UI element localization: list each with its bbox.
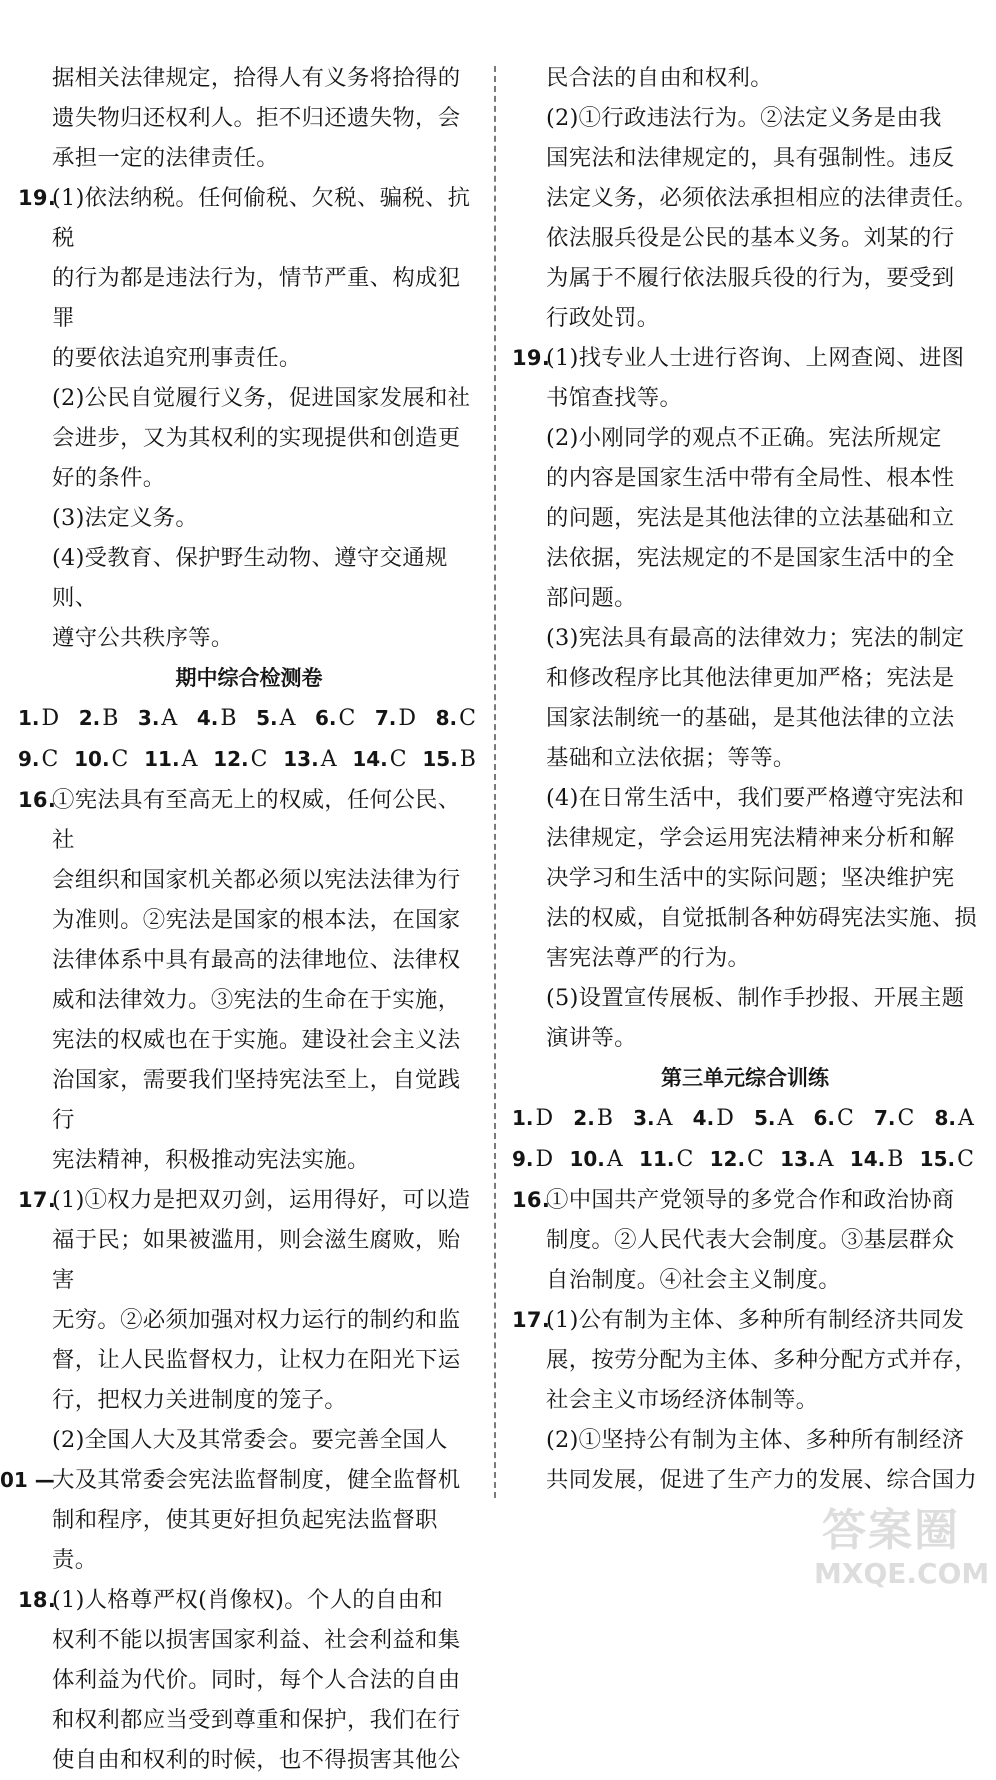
question-16-left xyxy=(18,780,480,1180)
choice-letter: A xyxy=(958,1106,974,1131)
text-line: 承担一定的法律责任。 xyxy=(52,145,279,171)
text-line: 制度。②人民代表大会制度。③基层群众 xyxy=(546,1227,955,1253)
text-line: 行，把权力关进制度的笼子。 xyxy=(52,1387,347,1413)
text-line: 使自由和权利的时候，也不得损害其他公 xyxy=(52,1747,461,1773)
continued-answer-text xyxy=(18,58,480,178)
question-number: 17. xyxy=(18,1188,57,1212)
choice-number: 2. xyxy=(78,706,101,730)
question-18-part-2 xyxy=(512,98,978,338)
choice-number: 1. xyxy=(512,1106,534,1130)
text-line: 害宪法尊严的行为。 xyxy=(546,945,751,971)
text-line: 决学习和生活中的实际问题；坚决维护宪 xyxy=(546,865,955,891)
multiple-choice-row-1 xyxy=(512,1098,978,1139)
question-number: 19. xyxy=(18,186,57,210)
question-number: 19. xyxy=(512,346,551,370)
choice-number: 1. xyxy=(18,706,40,730)
choice-letter: C xyxy=(957,1147,974,1172)
text-line: (1)①权力是把双刃剑，运用得好，可以造 xyxy=(52,1187,471,1213)
choice-letter: D xyxy=(535,1106,554,1131)
text-line: 的行为都是违法行为，情节严重、构成犯罪 xyxy=(52,265,461,331)
choice-number: 3. xyxy=(137,706,160,730)
text-line: 部问题。 xyxy=(546,585,637,611)
text-line: 遵守公共秩序等。 xyxy=(52,625,234,651)
question-number: 17. xyxy=(512,1308,551,1332)
text-line: 法律规定，学会运用宪法精神来分析和解 xyxy=(546,825,955,851)
text-line: 行政处罚。 xyxy=(546,305,660,331)
choice-letter: A xyxy=(777,1106,794,1131)
text-line: 治国家，需要我们坚持宪法至上，自觉践行 xyxy=(52,1067,461,1133)
question-19-left xyxy=(18,178,480,658)
choice-number: 6. xyxy=(315,706,337,730)
text-line: (1)人格尊严权(肖像权)。个人的自由和 xyxy=(52,1587,444,1613)
choice-number: 14. xyxy=(849,1147,886,1171)
text-line: 为属于不履行依法服兵役的行为，要受到 xyxy=(546,265,955,291)
part-2 xyxy=(52,378,480,498)
text-line: 大及其常委会宪法监督制度，健全监督机 xyxy=(52,1467,461,1493)
choice-answer xyxy=(315,698,355,739)
choice-answer xyxy=(693,1098,734,1139)
text-line: 和权利都应当受到尊重和保护，我们在行 xyxy=(52,1707,461,1733)
choice-letter: C xyxy=(837,1106,854,1131)
text-line: 会进步，又为其权利的实现提供和创造更 xyxy=(52,425,461,451)
column-divider xyxy=(494,66,496,1498)
answer-text xyxy=(52,780,480,1180)
part-1 xyxy=(52,1180,480,1420)
text-line: 好的条件。 xyxy=(52,465,166,491)
choice-number: 9. xyxy=(512,1147,534,1171)
choice-letter: D xyxy=(535,1147,554,1172)
choice-number: 10. xyxy=(74,747,110,771)
choice-number: 14. xyxy=(352,747,388,771)
question-19-right xyxy=(512,338,978,1058)
choice-answer xyxy=(436,698,476,739)
choice-number: 15. xyxy=(919,1147,956,1171)
text-line: 会组织和国家机关都必须以宪法法律为行 xyxy=(52,867,461,893)
choice-number: 12. xyxy=(213,747,249,771)
choice-number: 12. xyxy=(709,1147,746,1171)
choice-letter: A xyxy=(656,1106,673,1131)
question-17-right xyxy=(512,1300,978,1500)
part-3 xyxy=(52,498,480,538)
choice-answer xyxy=(352,739,406,780)
choice-letter: A xyxy=(606,1147,623,1172)
choice-number: 6. xyxy=(813,1106,836,1130)
choice-number: 8. xyxy=(934,1106,957,1130)
text-line: (2)小刚同学的观点不正确。宪法所规定 xyxy=(546,425,942,451)
watermark-text: 答案圈 xyxy=(822,1505,960,1556)
choice-number: 4. xyxy=(196,706,219,730)
watermark-logo xyxy=(812,1496,990,1592)
text-line: 的内容是国家生活中带有全局性、根本性 xyxy=(546,465,955,491)
text-line: 宪法精神，积极推动宪法实施。 xyxy=(52,1147,370,1173)
text-line: 演讲等。 xyxy=(546,1025,637,1051)
text-line: ①宪法具有至高无上的权威，任何公民、社 xyxy=(52,787,461,853)
choice-answer xyxy=(569,1139,622,1180)
choice-answer xyxy=(814,1098,854,1139)
choice-letter: D xyxy=(716,1106,734,1131)
text-line: 法律体系中具有最高的法律地位、法律权 xyxy=(52,947,461,973)
text-line: 共同发展，促进了生产力的发展、综合国力 xyxy=(546,1467,978,1493)
left-column xyxy=(18,58,480,1780)
text-line: (4)受教育、保护野生动物、遵守交通规则、 xyxy=(52,545,448,611)
choice-number: 5. xyxy=(256,706,278,730)
text-line: (1)找专业人士进行咨询、上网查阅、进图 xyxy=(546,345,965,371)
part-2 xyxy=(52,1420,480,1580)
section-title-unit-3: 第三单元综合训练 xyxy=(661,1066,829,1090)
text-line: 法依据，宪法规定的不是国家生活中的全 xyxy=(546,545,955,571)
text-line: 制和程序，使其更好担负起宪法监督职责。 xyxy=(52,1507,438,1573)
text-line: 民合法的自由和权利。 xyxy=(546,65,773,91)
choice-letter: A xyxy=(320,747,337,772)
text-line: 和修改程序比其他法律更加严格；宪法是 xyxy=(546,665,955,691)
choice-answer xyxy=(18,698,59,739)
part-3 xyxy=(546,618,978,778)
part-4 xyxy=(546,778,978,978)
question-16-right xyxy=(512,1180,978,1300)
text-line: (3)法定义务。 xyxy=(52,505,199,531)
choice-letter: C xyxy=(250,747,268,772)
choice-answer xyxy=(283,739,336,780)
choice-answer xyxy=(754,1098,793,1139)
question-number: 16. xyxy=(18,788,57,812)
choice-answer xyxy=(197,698,237,739)
choice-letter: C xyxy=(747,1147,764,1172)
choice-number: 3. xyxy=(633,1106,655,1130)
part-1 xyxy=(52,178,480,378)
text-line: (2)①坚持公有制为主体、多种所有制经济 xyxy=(546,1427,965,1453)
choice-answer xyxy=(639,1139,693,1180)
part-5 xyxy=(546,978,978,1058)
text-line: 法的权威，自觉抵制各种妨碍宪法实施、损 xyxy=(546,905,978,931)
text-line: 据相关法律规定，拾得人有义务将拾得的 xyxy=(52,65,461,91)
text-line: 福于民；如果被滥用，则会滋生腐败，贻害 xyxy=(52,1227,461,1293)
choice-answer xyxy=(935,1098,974,1139)
text-line: 自治制度。④社会主义制度。 xyxy=(546,1267,841,1293)
question-18-left xyxy=(18,1580,480,1780)
choice-answer xyxy=(512,1139,553,1180)
text-line: (2)①行政违法行为。②法定义务是由我 xyxy=(546,105,942,131)
choice-answer xyxy=(920,1139,974,1180)
text-line: 督，让人民监督权力，让权力在阳光下运 xyxy=(52,1347,461,1373)
multiple-choice-row-2 xyxy=(512,1139,978,1180)
choice-letter: A xyxy=(161,706,178,731)
choice-letter: B xyxy=(220,706,237,731)
watermark-url: MXQE.COM xyxy=(814,1557,990,1590)
text-line: (3)宪法具有最高的法律效力；宪法的制定 xyxy=(546,625,965,651)
text-line: 依法服兵役是公民的基本义务。刘某的行 xyxy=(546,225,955,251)
right-column xyxy=(512,58,978,1500)
text-line: (4)在日常生活中，我们要严格遵守宪法和 xyxy=(546,785,965,811)
text-line: 权利不能以损害国家利益、社会利益和集 xyxy=(52,1627,461,1653)
answer-text xyxy=(52,1580,480,1780)
choice-number: 13. xyxy=(283,747,319,771)
text-line: 的问题，宪法是其他法律的立法基础和立 xyxy=(546,505,955,531)
choice-answer xyxy=(213,739,267,780)
choice-letter: C xyxy=(389,747,407,772)
choice-answer xyxy=(780,1139,833,1180)
text-line: 基础和立法依据；等等。 xyxy=(546,745,796,771)
section-title-midterm: 期中综合检测卷 xyxy=(175,666,323,690)
text-line: 的要依法追究刑事责任。 xyxy=(52,345,302,371)
choice-number: 7. xyxy=(874,1106,896,1130)
choice-letter: B xyxy=(459,747,476,772)
text-line: 无穷。②必须加强对权力运行的制约和监 xyxy=(52,1307,461,1333)
text-line: (2)全国人大及其常委会。要完善全国人 xyxy=(52,1427,448,1453)
multiple-choice-row-2 xyxy=(18,739,480,780)
choice-answer xyxy=(633,1098,672,1139)
choice-letter: B xyxy=(596,1106,613,1131)
text-line: ①中国共产党领导的多党合作和政治协商 xyxy=(546,1187,955,1213)
choice-answer xyxy=(79,698,119,739)
choice-letter: C xyxy=(111,747,129,772)
text-line: 体利益为代价。同时，每个人合法的自由 xyxy=(52,1667,461,1693)
part-1 xyxy=(546,1300,978,1420)
choice-answer xyxy=(710,1139,764,1180)
choice-letter: C xyxy=(41,747,59,772)
choice-number: 11. xyxy=(144,747,180,771)
choice-number: 10. xyxy=(569,1147,605,1171)
text-line: (1)依法纳税。任何偷税、欠税、骗税、抗税 xyxy=(52,185,471,251)
choice-letter: A xyxy=(817,1147,834,1172)
choice-number: 2. xyxy=(573,1106,595,1130)
question-number: 16. xyxy=(512,1188,551,1212)
text-line: 宪法的权威也在于实施。建设社会主义法 xyxy=(52,1027,461,1053)
text-line: (1)公有制为主体、多种所有制经济共同发 xyxy=(546,1307,965,1333)
choice-answer xyxy=(256,698,295,739)
text-line: (2)公民自觉履行义务，促进国家发展和社 xyxy=(52,385,471,411)
part-2 xyxy=(546,1420,978,1500)
choice-letter: B xyxy=(887,1147,904,1172)
choice-answer xyxy=(18,739,58,780)
choice-letter: C xyxy=(676,1147,694,1172)
text-line: (5)设置宣传展板、制作手抄报、开展主题 xyxy=(546,985,965,1011)
question-17-left xyxy=(18,1180,480,1580)
choice-answer xyxy=(422,739,476,780)
text-line: 法定义务，必须依法承担相应的法律责任。 xyxy=(546,185,978,211)
choice-letter: B xyxy=(102,706,119,731)
text-line: 国宪法和法律规定的，具有强制性。违反 xyxy=(546,145,955,171)
text-line: 书馆查找等。 xyxy=(546,385,683,411)
answer-text xyxy=(546,1180,978,1300)
choice-letter: C xyxy=(897,1106,915,1131)
choice-number: 15. xyxy=(422,747,458,771)
part-2 xyxy=(546,418,978,618)
choice-number: 4. xyxy=(692,1106,715,1130)
part-4 xyxy=(52,538,480,658)
choice-letter: A xyxy=(279,706,296,731)
choice-number: 13. xyxy=(780,1147,816,1171)
text-line: 展，按劳分配为主体、多种分配方式并存， xyxy=(546,1347,978,1373)
choice-letter: C xyxy=(459,706,476,731)
choice-answer xyxy=(850,1139,904,1180)
choice-answer xyxy=(74,739,128,780)
choice-letter: D xyxy=(41,706,60,731)
question-number: 18. xyxy=(18,1588,57,1612)
text-line: 社会主义市场经济体制等。 xyxy=(546,1387,819,1413)
choice-answer xyxy=(138,698,177,739)
choice-letter: A xyxy=(181,747,198,772)
text-line: 遗失物归还权利人。拒不归还遗失物，会 xyxy=(52,105,461,131)
choice-number: 9. xyxy=(18,747,40,771)
choice-letter: C xyxy=(338,706,356,731)
choice-letter: D xyxy=(398,706,417,731)
choice-answer xyxy=(512,1098,553,1139)
choice-answer xyxy=(144,739,197,780)
choice-number: 5. xyxy=(753,1106,776,1130)
choice-answer xyxy=(874,1098,914,1139)
text-line: 为准则。②宪法是国家的根本法，在国家 xyxy=(52,907,461,933)
text-line: 威和法律效力。③宪法的生命在于实施， xyxy=(52,987,461,1013)
part-1 xyxy=(546,338,978,418)
text-line: 国家法制统一的基础，是其他法律的立法 xyxy=(546,705,955,731)
continued-answer-text xyxy=(512,58,978,98)
multiple-choice-row-1 xyxy=(18,698,480,739)
choice-number: 8. xyxy=(435,706,458,730)
choice-number: 11. xyxy=(639,1147,675,1171)
page-number: 01 — xyxy=(0,1468,55,1492)
choice-answer xyxy=(573,1098,613,1139)
choice-number: 7. xyxy=(374,706,397,730)
choice-answer xyxy=(375,698,416,739)
